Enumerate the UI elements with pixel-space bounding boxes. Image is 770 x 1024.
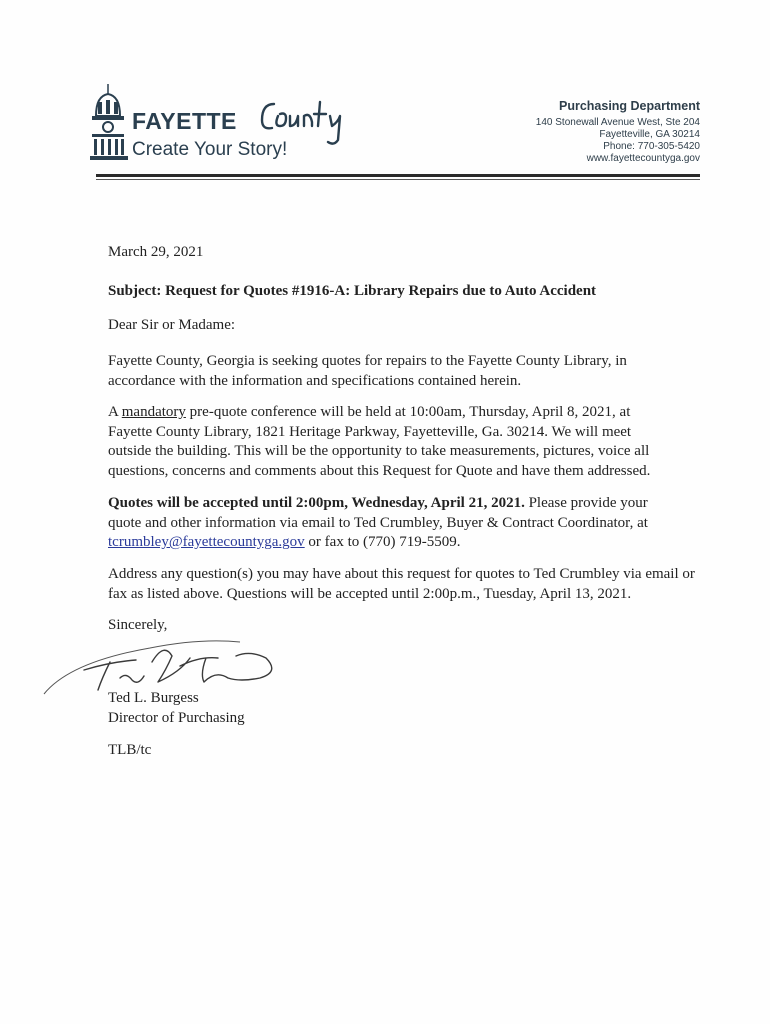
paragraph-4 [108, 565, 695, 604]
website-line: www.fayettecountyga.gov [586, 153, 700, 164]
paragraph-4-line: fax as listed above. Questions will be accepted until 2:00p.m., Tuesday, April 13, 2021. [108, 585, 632, 602]
department-address-block [536, 99, 700, 165]
address-line-1: 140 Stonewall Avenue West, Ste 204 [535, 117, 700, 128]
fayette-county-logo [88, 82, 358, 172]
text-run: or fax to (770) 719-5509. [304, 534, 461, 550]
signer-block [108, 689, 245, 728]
letter-date: March 29, 2021 [108, 244, 204, 260]
paragraph-2-line [108, 403, 650, 423]
mandatory-emphasis: mandatory [121, 404, 186, 420]
header-rule-thick [96, 174, 700, 177]
paragraph-1-line: accordance with the information and specifications contained herein. [108, 372, 522, 389]
text-run: Please provide your [524, 495, 648, 511]
paragraph-2-line: outside the building. This will be the opportunity to take measurements, pictures, voice all [108, 443, 650, 459]
paragraph-1 [108, 352, 627, 391]
department-name: Purchasing Department [558, 99, 700, 113]
paragraph-3-line: quote and other information via email to Ted Crumbley, Buyer & Contract Coordinator, at [108, 514, 648, 531]
paragraph-4-line: Address any question(s) you may have about this request for quotes to Ted Crumbley via email or [108, 566, 695, 582]
deadline-statement: Quotes will be accepted until 2:00pm, Wednesday, April 21, 2021. [108, 495, 525, 511]
logo-tagline: Create Your Story! [132, 139, 288, 160]
paragraph-2 [108, 403, 650, 481]
text-run: A [108, 404, 122, 420]
paragraph-3-line [108, 494, 648, 514]
email-link[interactable]: tcrumbley@fayettecountyga.gov [108, 534, 305, 550]
paragraph-3-line [108, 533, 648, 553]
signer-name: Ted L. Burgess [108, 690, 199, 706]
typist-initials: TLB/tc [108, 742, 152, 758]
paragraph-1-line: Fayette County, Georgia is seeking quotes for repairs to the Fayette County Library, in [108, 353, 627, 369]
courthouse-dome-icon [88, 82, 130, 166]
paragraph-2-line: questions, concerns and comments about this Request for Quote and have them addressed. [108, 462, 651, 479]
signer-title: Director of Purchasing [108, 709, 245, 726]
letter-subject: Subject: Request for Quotes #1916-A: Library Repairs due to Auto Accident [108, 283, 597, 299]
logo-wordmark: FAYETTE [132, 108, 237, 134]
address-line-2: Fayetteville, GA 30214 [599, 129, 700, 140]
text-run: pre-quote conference will be held at 10:00am, Thursday, April 8, 2021, at [185, 404, 631, 420]
phone-line: Phone: 770-305-5420 [603, 141, 700, 152]
paragraph-2-line: Fayette County Library, 1821 Heritage Parkway, Fayetteville, Ga. 30214. We will meet [108, 423, 632, 440]
paragraph-3 [108, 494, 648, 553]
header-rule-thin [96, 179, 700, 180]
salutation: Dear Sir or Madame: [108, 317, 236, 333]
closing: Sincerely, [108, 617, 168, 633]
